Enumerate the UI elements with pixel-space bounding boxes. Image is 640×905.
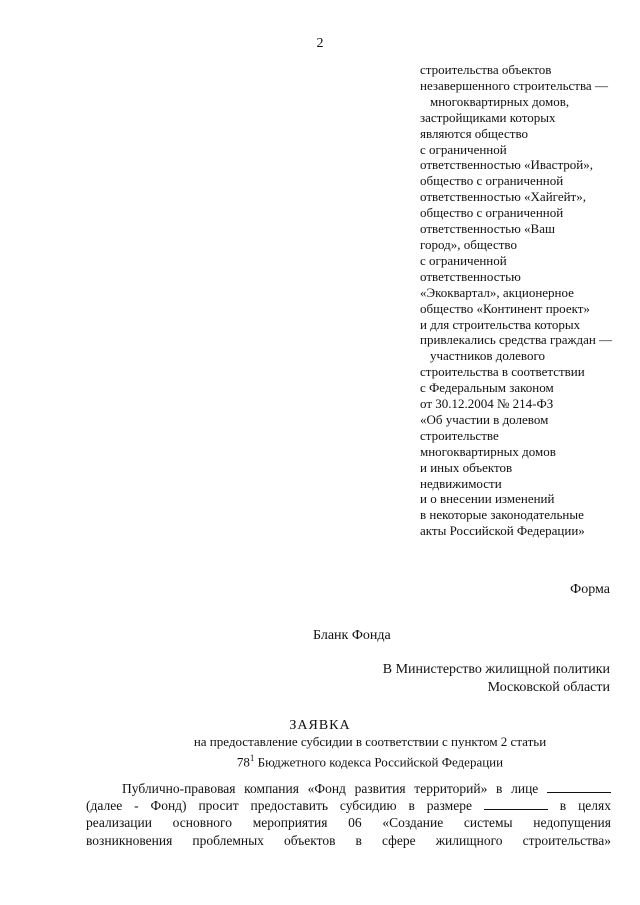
form-label: Форма: [570, 582, 610, 597]
ref-line: участников долевого: [430, 348, 545, 364]
ref-line: и для строительства которых: [420, 316, 581, 332]
ref-line: строительства объектов: [420, 62, 552, 77]
ref-line: «Об участии в долевом: [420, 411, 549, 427]
application-body: [86, 780, 611, 849]
article-number: 78: [236, 754, 250, 770]
ref-line: и о внесении изменений: [420, 491, 555, 507]
ref-line: недвижимости: [420, 475, 502, 491]
ref-line: в некоторые законодательные: [420, 507, 584, 523]
application-subtitle: [0, 734, 640, 770]
recipient-block: [383, 661, 610, 697]
recipient-line: Московской области: [487, 680, 610, 695]
ref-line: застройщиками которых: [420, 109, 556, 125]
ref-line: «Экоквартал», акционерное: [420, 284, 574, 300]
ref-line: акты Российской Федерации»: [420, 523, 585, 539]
ref-line: строительстве: [420, 427, 499, 443]
page-number: 2: [316, 36, 324, 51]
decree-reference-block: [420, 62, 635, 539]
recipient-line: В Министерство жилищной политики: [382, 662, 610, 677]
ref-line: с Федеральным законом: [420, 380, 554, 396]
ref-line: общество с ограниченной: [420, 173, 564, 189]
ref-line: с ограниченной: [420, 252, 507, 268]
ref-line: ответственностью «Ивастрой»,: [420, 157, 593, 173]
ref-line: привлекались средства граждан —: [420, 332, 613, 348]
body-line-text: Публично-правовая компания «Фонд развития территорий» в лице: [122, 781, 539, 796]
amount-blank[interactable]: [484, 797, 548, 810]
code-name: Бюджетного кодекса Российской Федерации: [254, 754, 504, 770]
ref-line: с ограниченной: [420, 141, 507, 157]
fund-letterhead-label: Бланк Фонда: [313, 628, 391, 643]
body-line: [86, 780, 611, 797]
ref-line: многоквартирных домов,: [430, 93, 570, 109]
body-line: [86, 797, 611, 814]
ref-line: от 30.12.2004 № 214-ФЗ: [420, 396, 554, 412]
ref-line: ответственностью: [420, 268, 521, 284]
body-line: возникновения проблемных объектов в сфере жилищного строительства»: [86, 832, 611, 848]
ref-line: незавершенного строительства —: [420, 77, 608, 93]
body-line-text: в целях: [559, 798, 611, 814]
ref-line: и иных объектов: [420, 459, 513, 475]
subtitle-line: [0, 750, 640, 770]
ref-line: город», общество: [420, 236, 517, 252]
body-line: реализации основного мероприятия 06 «Создание системы недопущения: [86, 815, 611, 831]
ref-line: ответственностью «Ваш: [420, 221, 555, 237]
ref-line: ответственностью «Хайгейт»,: [420, 189, 586, 205]
application-title: ЗАЯВКА: [289, 718, 351, 733]
representative-blank[interactable]: [547, 780, 611, 793]
subtitle-line: на предоставление субсидии в соответствии с пунктом 2 статьи: [193, 734, 547, 749]
body-line-text: (далее - Фонд) просит предоставить субсидию в размере: [86, 798, 472, 814]
ref-line: многоквартирных домов: [420, 443, 556, 459]
ref-line: строительства в соответствии: [420, 364, 585, 380]
article-superscript: 1: [249, 753, 255, 763]
ref-line: общество с ограниченной: [420, 205, 564, 221]
ref-line: общество «Континент проект»: [420, 300, 590, 316]
ref-line: являются общество: [420, 125, 529, 141]
